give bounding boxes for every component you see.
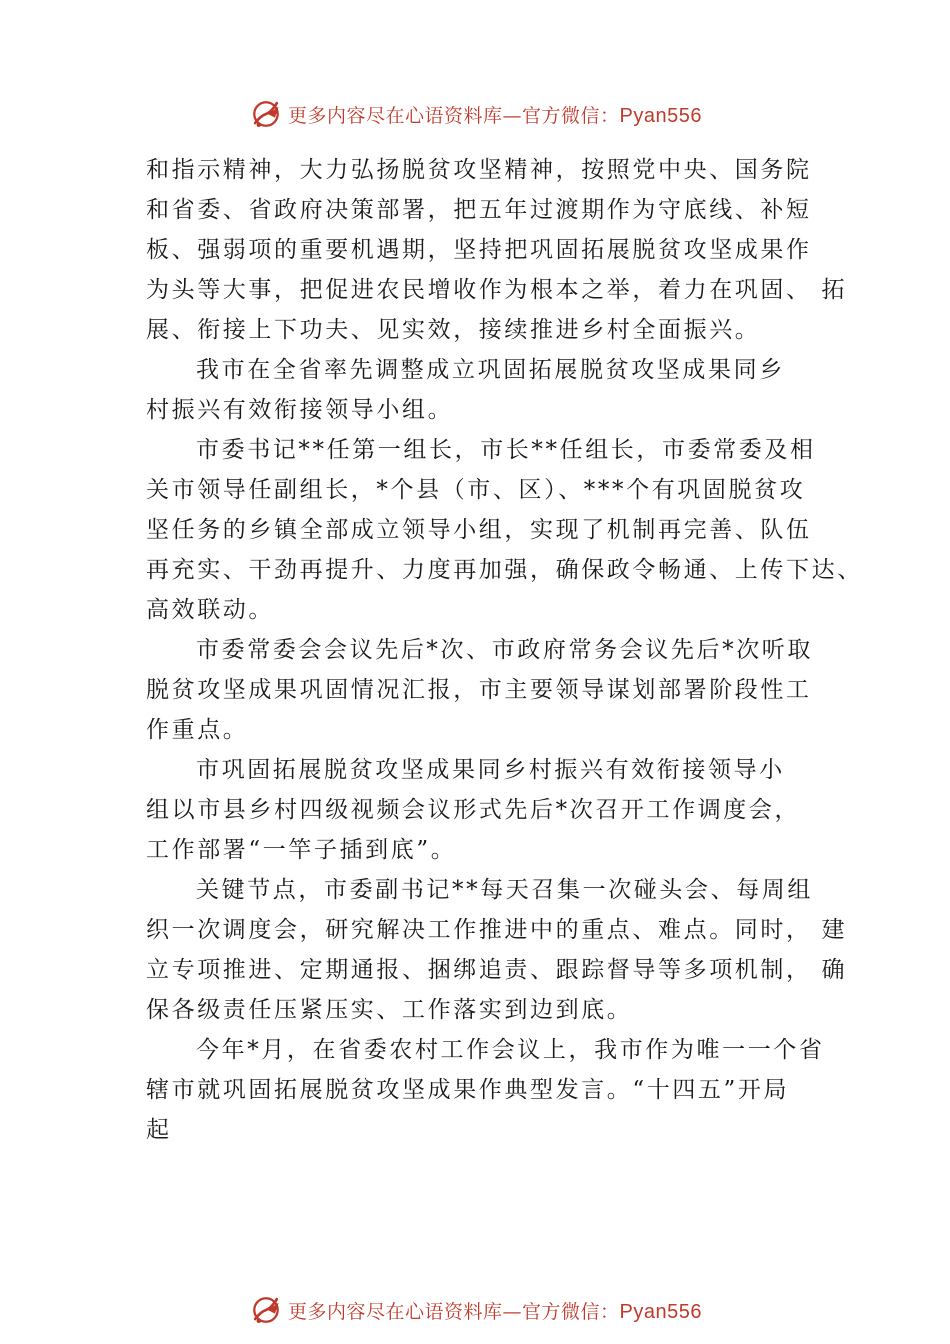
text-line: 我市在全省率先调整成立巩固拓展脱贫攻坚成果同乡 [196, 357, 785, 383]
header-banner-text: 更多内容尽在心语资料库—官方微信： [288, 104, 620, 127]
text-line: 工作部署“一竿子插到底”。 [146, 837, 457, 863]
text-line: 组以市县乡村四级视频会议形式先后*次召开工作调度会， [146, 797, 801, 823]
text-line: 辖市就巩固拓展脱贫攻坚成果作典型发言。“十四五”开局 [146, 1077, 790, 1103]
text-line: 高效联动。 [146, 597, 274, 623]
text-line: 坚任务的乡镇全部成立领导小组，实现了机制再完善、队伍 [146, 517, 812, 543]
footer-banner-handle: Pyan556 [619, 1300, 702, 1323]
text-line: 保各级责任压紧压实、工作落实到边到底。 [146, 997, 633, 1023]
text-line: 市巩固拓展脱贫攻坚成果同乡村振兴有效衔接领导小 [196, 757, 785, 783]
text-line: 市委常委会会议先后*次、市政府常务会议先后*次听取 [196, 637, 813, 663]
pen-logo-icon [248, 1292, 284, 1328]
text-line: 展、衔接上下功夫、见实效，接续推进乡村全面振兴。 [146, 317, 761, 343]
text-line: 板、强弱项的重要机遇期，坚持把巩固拓展脱贫攻坚成果作 [146, 237, 812, 263]
header-banner [0, 94, 950, 134]
text-line: 再充实、干劲再提升、力度再加强，确保政令畅通、上传下达、 [146, 557, 863, 583]
text-line: 起 [146, 1117, 172, 1143]
text-line: 今年*月，在省委农村工作会议上，我市作为唯一一个省 [196, 1037, 825, 1063]
text-line: 村振兴有效衔接领导小组。 [146, 397, 454, 423]
text-line: 和指示精神，大力弘扬脱贫攻坚精神，按照党中央、国务院 [146, 157, 812, 183]
text-line: 关市领导任副组长，*个县（市、区）、***个有巩固脱贫攻 [146, 477, 806, 503]
text-line: 立专项推进、定期通报、捆绑追责、跟踪督导等多项机制， 确 [146, 957, 848, 983]
text-line: 为头等大事，把促进农民增收作为根本之举，着力在巩固、 拓 [146, 277, 848, 303]
text-line: 作重点。 [146, 717, 249, 743]
text-line: 织一次调度会，研究解决工作推进中的重点、难点。同时， 建 [146, 917, 848, 943]
text-line: 和省委、省政府决策部署，把五年过渡期作为守底线、补短 [146, 197, 812, 223]
footer-banner [0, 1290, 950, 1330]
footer-banner-text: 更多内容尽在心语资料库—官方微信： [288, 1300, 620, 1323]
document-body [146, 150, 863, 1150]
pen-logo-icon [248, 96, 284, 132]
text-line: 市委书记**任第一组长，市长**任组长，市委常委及相 [196, 437, 816, 463]
text-line: 脱贫攻坚成果巩固情况汇报，市主要领导谋划部署阶段性工 [146, 677, 812, 703]
header-banner-handle: Pyan556 [619, 104, 702, 127]
text-line: 关键节点，市委副书记**每天召集一次碰头会、每周组 [196, 877, 813, 903]
